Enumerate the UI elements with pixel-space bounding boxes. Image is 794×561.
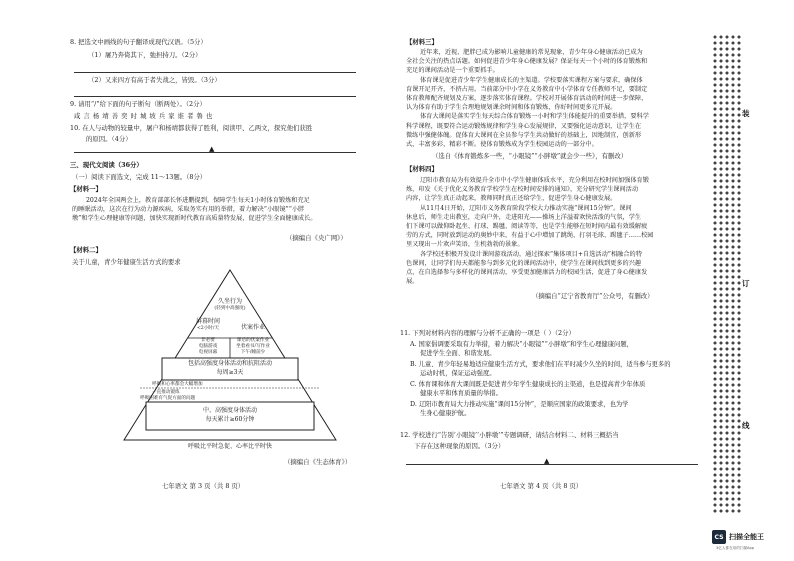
material-1-body <box>72 196 362 224</box>
option-line: 健康水平和体育质量的举措。 <box>420 390 502 398</box>
material-3-source: （选自《体育锻炼多一些，“小眼镜”“小胖墩”就会少一些》，有删改） <box>432 152 628 160</box>
text-line: 各学校还积极开发设计课间游戏活动，通过探索“集体项目+自选活动”相融合的特 <box>420 250 642 258</box>
text-line: 近年来，近视、肥胖已成为影响儿童健康的常见现象，青少年身心健康活动已成为 <box>420 49 643 56</box>
question-12-line-2: 下存在这种现象的原因。（3分） <box>414 442 505 450</box>
option-line: 生身心健康护航。 <box>420 410 471 418</box>
health-pyramid-diagram <box>110 268 350 454</box>
binding-label-ding: 订 <box>742 279 750 288</box>
material-1-source: （摘编自《央广网》） <box>286 234 347 242</box>
moderate-activity-title: 中、高强度身体活动 <box>202 407 257 414</box>
homework-item: 坐着看书/写作业 <box>236 344 270 349</box>
option-line: B. 儿童、青少年轻易地适应健康生活方式，要求他们在平时减少久坐的时间，适当参与更多的 <box>410 361 671 368</box>
text-line: 里又现出一片欢声笑语，生机勃勃的景象。 <box>406 241 524 249</box>
section-3-title: 三、现代文阅读（36分） <box>70 161 143 169</box>
binding-label-xian: 线 <box>742 421 750 430</box>
binding-margin <box>712 34 752 514</box>
text-line: 2024年全国两会上，教育部部长怀进鹏提到，保障学生每天1小时体育锻炼和充足 <box>86 197 310 204</box>
text-line: 科学课程，既要符合运动锻炼规律和学生身心发展规律，又要强化运动意识，让学生在 <box>406 122 642 130</box>
homework-title: 伏案作业 <box>240 324 265 331</box>
text-line: 们下课可以做仰卧起坐、打球、踢毽、阅读等等，也是学生能够在短时间内最有效缓解疲 <box>406 223 648 231</box>
page-right <box>392 0 708 561</box>
text-line: 体育课是促进青少年学生健康成长的主渠道。学校要落实课程方案与要求，确保体 <box>420 76 643 84</box>
option-line: A. 国家倡调要采取有力举措，着力解决“小眼镜”“小胖墩”和学生心理健康问题， <box>410 341 633 348</box>
strength-activity-title: 包括高强度身体活动和抗阻活动 <box>187 360 272 367</box>
screen-time-title: 屏幕时间 <box>195 318 220 325</box>
material-2-heading: 【材料二】 <box>70 246 102 254</box>
page-left <box>0 0 390 561</box>
option-line: C. 体育课和体育大课间既是促进青少年学生健康成长的主渠道，也是提高青少年体质 <box>410 381 646 388</box>
text-line: 内容，让学生真正动起来，教师同时真正还给学生，促进学生身心健康发展。 <box>406 195 617 203</box>
text-line: 色课间，让同学们每天都能参与到多元化的课间活动中，使学生在课间找到更多的兴趣 <box>406 259 642 267</box>
question-9-text: 咸 言 杨 靖 善 奕 时 城 坡 兵 家 谁 者 鲁 也 <box>74 112 213 120</box>
pyramid-top-subtitle: (轻到中高强度) <box>214 306 246 311</box>
question-9-title: 9. 请用“/”给下面的句子断句（断两处）。（2分） <box>70 100 206 108</box>
triangle-mark-icon: ▲ <box>544 457 550 465</box>
intensity-note: 一直推动锻炼 <box>152 390 180 395</box>
material-2-caption: 关于儿童，青少年健康生活方式的要求 <box>72 258 181 266</box>
pyramid-top-title: 久坐行为 <box>217 298 242 305</box>
text-line: 炼，印发《关于优化义务教育学校学生在校时间安排的通知》，充分研究学生课间活动 <box>406 186 639 194</box>
text-line: 休息后，师生走出教室，走向户外，走进阳光——操场上洋溢着欢快活泼的气氛，学生 <box>406 213 642 221</box>
moderate-activity-duration: 每天累计≥60分钟 <box>205 416 255 423</box>
triangle-mark-icon: ▲ <box>209 145 215 153</box>
intensity-note: 呼吸困难有气促方面的问题 <box>140 396 196 401</box>
answer-line <box>406 464 698 465</box>
question-11-title: 11. 下列对材料内容的理解与分析不正确的一项是（ ）（2分） <box>400 329 575 337</box>
material-3-heading: 【材料三】 <box>406 38 438 46</box>
question-8-sentence-2: （2）又来四方有高于者失战之，皆毁。（3分） <box>88 76 221 84</box>
page-footer-right: 七年语文 第 4 页（共 8 页） <box>500 482 583 490</box>
option-c <box>410 380 645 398</box>
question-12-line-1: 12. 学校进行“告别‘小眼镜’‘小胖墩’”专题调研，请结合材料二、材料三概括当 <box>400 431 619 439</box>
text-line: 点，在自选择参与多样化的课间活动，享受更加健康活力的校园生活，促进了身心健康发 <box>406 269 648 277</box>
scanner-badge <box>712 530 764 544</box>
option-line: 运动时机，保证运动强度。 <box>420 370 496 378</box>
text-line: 辽阳市教育局为有效提升全市中小学生健康体质水平，充分利用在校时间加强体育锻 <box>420 177 649 184</box>
material-1-heading: 【材料一】 <box>70 185 102 193</box>
option-d <box>410 400 628 418</box>
option-b <box>410 360 671 378</box>
material-3-body <box>406 48 706 149</box>
option-line: 促进学生全面、和谐发展。 <box>420 350 496 358</box>
answer-line <box>74 152 356 153</box>
homework-item: 课后的伏案作业 <box>236 338 270 343</box>
pyramid-bottom-note: 呼吸比平时急促、心率比平时快 <box>187 443 272 450</box>
text-line: 展。 <box>406 278 419 286</box>
screen-item: 非必要 <box>201 338 215 343</box>
text-line: 墩”和学生心理健康等问题，加快实现新时代教育高质量特发展，促进学生全面健康成长。 <box>72 215 317 223</box>
question-10-line-2: 的原因。（4分） <box>86 135 132 143</box>
text-line: 劳的方式，同时放到运动的奥妙中来，有益于心中增加了跳绳、打羽毛球、踢毽子……校园 <box>406 232 654 240</box>
text-line: 体育大课间是落实学生每天综合体育锻炼一小时和学生体能提升的重要举措，要科学 <box>420 113 649 121</box>
text-line: 充足的课间活动是一个重要抓手。 <box>406 67 499 75</box>
text-line: 体育教师配齐规划及方案，逐步落实体育课程。学校对开展体育活动的时间进一步保障， <box>406 95 648 103</box>
answer-line <box>74 96 356 97</box>
scanner-badge-name: 扫描全能王 <box>729 533 764 541</box>
option-a <box>410 340 633 358</box>
page-footer-left: 七年语文 第 3 页（共 8 页） <box>162 482 245 490</box>
text-line: 式，丰富多彩，精彩不断。使体育锻炼成为学生校园运动的一部分中。 <box>406 141 598 149</box>
material-4-source: （摘编自“辽宁省教育厅”公众号，有删改） <box>532 292 654 300</box>
option-line: D. 辽阳市教育局大力推动实施“课间15分钟”，是顺应国家的政策要求，也为学 <box>410 401 629 408</box>
screen-item: 电脑游戏 <box>198 344 218 349</box>
text-line: 全社会关注的热点话题。如何促进青少年身心健康发展？保证每天一个小时的体育锻炼和 <box>406 58 648 66</box>
question-8-title: 8. 把选文中画线的句子翻译成现代汉语。（5分） <box>70 38 207 46</box>
text-line: 认为体育有助于学生合理地规划课余时间和体育锻炼，你好时间更多元开展。 <box>406 104 617 112</box>
strength-activity-frequency: 每周≥3天 <box>216 369 244 376</box>
material-4-body <box>406 176 706 286</box>
section-3-subtitle: （一）阅读下面选文，完成 11～13题。（8分） <box>72 173 207 181</box>
text-line: 的睡眠活动，这次在行为动力源疾病，采取务实有用的举措，着力解决“小眼镜”“小胖 <box>72 206 305 214</box>
binding-pattern <box>712 34 742 514</box>
scanner-badge-tagline: 3亿人都在用的扫描App <box>716 546 755 550</box>
question-10-line-1: 10. 在人与动物的较量中，屠户和杨靖都获得了胜利，阅读甲、乙两文，探究他们获胜 <box>70 124 313 132</box>
text-line: 育课开足开齐，不挤占用。当前部分中小学在义务教育中小学体育专任教师不足，要制定 <box>406 85 648 93</box>
screen-time-limit: <2小时/天 <box>196 326 220 331</box>
material-4-heading: 【材料四】 <box>406 165 438 173</box>
text-line: 从11月4日开始，辽阳市义务教育阶段学校大力推动实施“课间15分钟”。课间 <box>420 204 632 212</box>
material-2-source: （摘编自《生态体育》） <box>284 458 352 466</box>
answer-line <box>74 72 356 73</box>
text-line: 微练中强健体魄。促体育大课间在全员参与学生共动做好的基础上，因地制宜，创新形 <box>406 131 642 139</box>
question-8-sentence-1: （1）屠乃奔倚其下，弛担持刀。（2分） <box>88 51 202 59</box>
intensity-note: 呼吸和心率都会大幅增加 <box>152 382 203 387</box>
screen-item: 电视屏幕 <box>198 350 218 355</box>
binding-label-zhuang: 装 <box>742 109 750 118</box>
homework-item: 下午/睡前少 <box>240 350 266 355</box>
camscanner-logo-icon: CS <box>712 530 726 544</box>
